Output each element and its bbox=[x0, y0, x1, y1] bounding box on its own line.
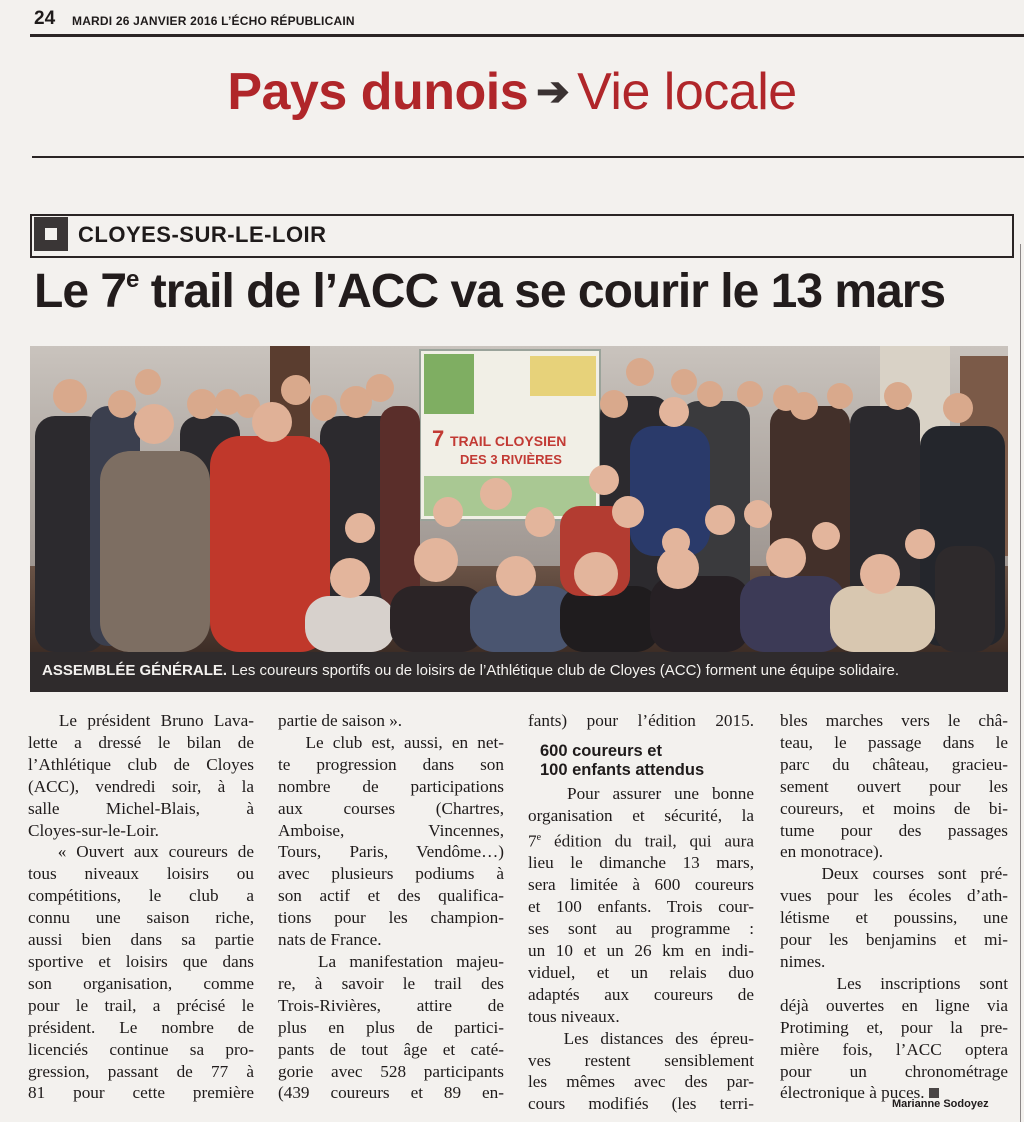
text-line: nats de France. bbox=[278, 930, 382, 950]
title-rule bbox=[32, 156, 1024, 158]
banner-line1: 7 bbox=[432, 426, 445, 451]
text-line: pour un chronométrage bbox=[780, 1061, 1008, 1081]
byline: Marianne Sodoyez bbox=[892, 1098, 989, 1110]
text-line: compétitions, le club a bbox=[28, 886, 254, 906]
text-line: l’Athlétique club de Cloyes bbox=[28, 754, 254, 774]
text-line: ses sont au programme : bbox=[528, 919, 754, 939]
article-column-4 bbox=[780, 710, 1008, 1104]
banner-line3: DES 3 RIVIÈRES bbox=[460, 452, 562, 467]
col3-body bbox=[528, 783, 754, 1115]
arrow-right-icon: ➔ bbox=[536, 70, 570, 114]
text-line: sement ouvert pour les bbox=[780, 776, 1008, 796]
headline-start: Le 7 bbox=[34, 265, 127, 318]
text-line: Le club est, aussi, en net- bbox=[278, 732, 504, 752]
text-line: gression, passant de 77 à bbox=[28, 1061, 254, 1081]
group-photo bbox=[30, 346, 1008, 652]
text-line: parc du château, gracieu- bbox=[780, 754, 1008, 774]
text-line: Pour assurer une bonne bbox=[528, 783, 754, 803]
section-title bbox=[0, 62, 1024, 122]
text-line: Deux courses sont pré- bbox=[780, 864, 1008, 884]
subheading bbox=[540, 742, 754, 780]
text-line: tions pour les champion- bbox=[278, 908, 504, 928]
text-line: coureurs, et moins de bi- bbox=[780, 798, 1008, 818]
text-line: 81 pour cette première bbox=[28, 1083, 254, 1103]
square-bullet-icon bbox=[34, 217, 68, 251]
text-line: Trois-Rivières, attire de bbox=[278, 995, 504, 1015]
subsection-name: Vie locale bbox=[577, 63, 797, 121]
text-line: tous niveaux loisirs ou bbox=[28, 864, 254, 884]
subheading-line-2: 100 enfants attendus bbox=[540, 760, 705, 779]
text-line: les mêmes avec des par- bbox=[528, 1072, 754, 1092]
text-line: nombre de participations bbox=[278, 776, 504, 796]
text-line: La manifestation majeu- bbox=[278, 951, 504, 971]
location-label: CLOYES-SUR-LE-LOIR bbox=[78, 222, 327, 247]
text-line: en monotrace). bbox=[780, 842, 884, 862]
text-line: Les inscriptions sont bbox=[780, 973, 1008, 993]
column-rule bbox=[1020, 244, 1021, 1122]
text-line: connu une saison riche, bbox=[28, 908, 254, 928]
caption-lead: ASSEMBLÉE GÉNÉRALE. bbox=[42, 662, 228, 679]
headline-ordinal: e bbox=[126, 266, 139, 293]
text-line: et 100 enfants. Trois cour- bbox=[528, 897, 754, 917]
text-line: un 10 et un 26 km en indi- bbox=[528, 940, 754, 960]
headline bbox=[34, 264, 945, 319]
text-line: tous niveaux. bbox=[528, 1006, 620, 1026]
article-column-2 bbox=[278, 710, 504, 1104]
text-line: mière fois, l’ACC optera bbox=[780, 1039, 1008, 1059]
text-line: tume pour des passages bbox=[780, 820, 1008, 840]
text-line: aux courses (Chartres, bbox=[278, 798, 504, 818]
text-line: son actif et des qualifica- bbox=[278, 886, 504, 906]
text-line: viduel, et un relais duo bbox=[528, 962, 754, 982]
caption-text: Les coureurs sportifs ou de loisirs de l’Athlétique club de Cloyes (ACC) forment une équipe solidaire. bbox=[231, 662, 900, 679]
text-line: son organisation, comme bbox=[28, 973, 254, 993]
text-line: Les distances des épreu- bbox=[528, 1028, 754, 1048]
text-line: Amboise, Vincennes, bbox=[278, 820, 504, 840]
page-number: 24 bbox=[34, 8, 56, 29]
text-line: organisation et sécurité, la bbox=[528, 805, 754, 825]
date-line: MARDI 26 JANVIER 2016 L’ÉCHO RÉPUBLICAIN bbox=[72, 14, 355, 28]
masthead bbox=[0, 0, 1024, 40]
text-line: nimes. bbox=[780, 951, 826, 971]
text-line: létisme et poussins, une bbox=[780, 908, 1008, 928]
text-line: lette a dressé le bilan de bbox=[28, 732, 254, 752]
article-column-1 bbox=[28, 710, 254, 1104]
text-line: (ACC), vendredi soir, à la bbox=[28, 776, 254, 796]
text-line: adaptés aux coureurs de bbox=[528, 984, 754, 1004]
article-column-3 bbox=[528, 710, 754, 1115]
text-line: « Ouvert aux coureurs de bbox=[28, 842, 254, 862]
text-line: licenciés continue sa pro- bbox=[28, 1039, 254, 1059]
text-line: Le président Bruno Lava- bbox=[28, 711, 254, 730]
text-line: aussi bien dans sa partie bbox=[28, 930, 254, 950]
text-line: pour le trail, a précisé le bbox=[28, 995, 254, 1015]
header-rule bbox=[30, 34, 1024, 37]
text-line: sportive et loisirs que dans bbox=[28, 951, 254, 971]
photo-caption bbox=[42, 662, 899, 679]
text-line: pants de tout âge et caté- bbox=[278, 1039, 504, 1059]
text-line: pour les benjamins et mi- bbox=[780, 930, 1008, 950]
text-line: vues pour les écoles d’ath- bbox=[780, 886, 1008, 906]
text-line: re, à savoir le trail des bbox=[278, 973, 504, 993]
text-line: salle Michel-Blais, à bbox=[28, 798, 254, 818]
text-line: sera limitée à 600 coureurs bbox=[528, 875, 754, 895]
text-line: Protiming et, pour la pre- bbox=[780, 1017, 1008, 1037]
text-line: (439 coureurs et 89 en- bbox=[278, 1083, 504, 1103]
section-name: Pays dunois bbox=[227, 63, 529, 121]
text-line: avec plusieurs podiums à bbox=[278, 864, 504, 884]
text-line: 7e édition du trail, qui aura bbox=[528, 831, 754, 851]
subheading-line-1: 600 coureurs et bbox=[540, 741, 662, 760]
text-line: déjà ouvertes en ligne via bbox=[780, 995, 1008, 1015]
text-line: cours modifiés (les terri- bbox=[528, 1094, 754, 1114]
text-line: Cloyes-sur-le-Loir. bbox=[28, 820, 159, 840]
text-line: gorie avec 528 participants bbox=[278, 1061, 504, 1081]
text-line: te progression dans son bbox=[278, 754, 504, 774]
text-line: bles marches vers le châ- bbox=[780, 711, 1008, 730]
end-mark-icon bbox=[929, 1088, 939, 1098]
text-line: ves restent sensiblement bbox=[528, 1050, 754, 1070]
text-line: teau, le passage dans le bbox=[780, 732, 1008, 752]
text-line: partie de saison ». bbox=[278, 711, 403, 730]
banner-line2: TRAIL CLOYSIEN bbox=[450, 433, 567, 449]
text-line: président. Le nombre de bbox=[28, 1017, 254, 1037]
headline-end: trail de l’ACC va se courir le 13 mars bbox=[138, 265, 946, 318]
col3-top-line: fants) pour l’édition 2015. bbox=[528, 711, 754, 730]
text-line: lieu le dimanche 13 mars, bbox=[528, 853, 754, 873]
text-line: plus en plus de partici- bbox=[278, 1017, 504, 1037]
text-line: Tours, Paris, Vendôme…) bbox=[278, 842, 504, 862]
text-line: électronique à puces. bbox=[780, 1082, 1008, 1104]
